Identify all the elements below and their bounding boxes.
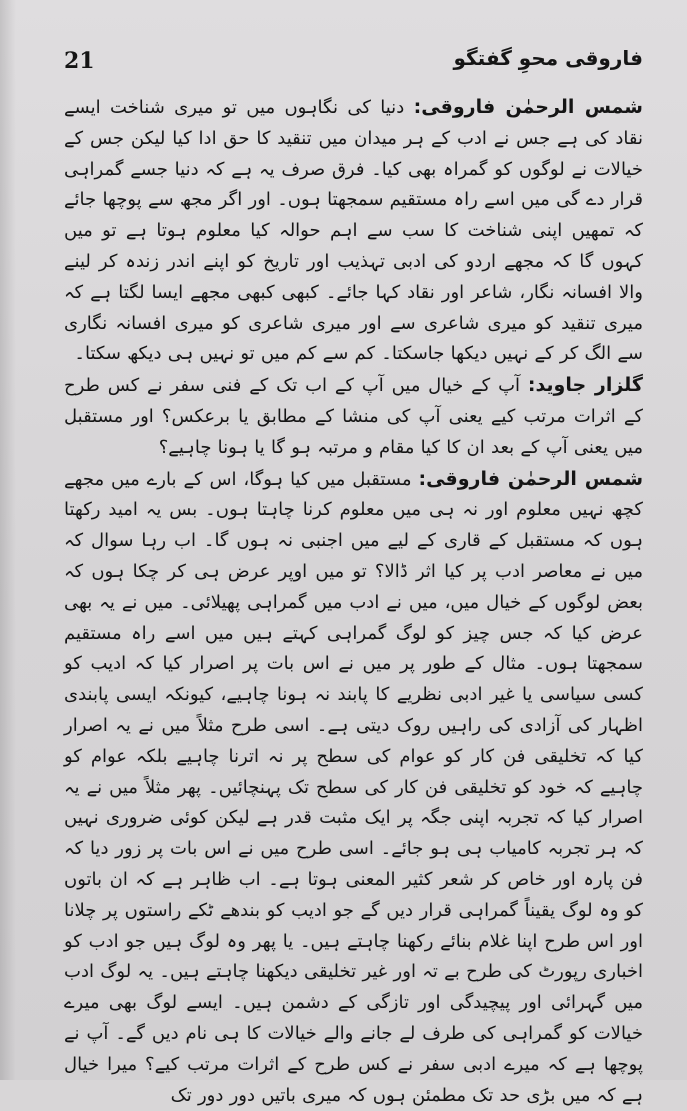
interview-paragraph: [64, 370, 643, 463]
speaker-name: گلزار جاوید:: [527, 374, 643, 397]
speaker-name: شمس الرحمٰن فاروقی:: [413, 96, 643, 118]
paragraph-text: مستقبل میں کیا ہوگا، اس کے بارے میں مجھے کچھ نہیں معلوم اور نہ ہی میں معلوم کرنا چاہتا ہوں۔ بس یہ امید رکھتا ہوں کہ مستقبل کے قاری کے لیے میں اجنبی نہ ہوں گا۔ اب رہا سوال کہ میں نے معاصر ادب پر کیا اثر ڈالا؟ تو میں اوپر عرض ہی کر چکا ہوں کہ بعض لوگوں کے خیال میں، میں نے ادب میں گمراہی پھیلائی۔ میں نے یہ بھی عرض کیا کہ جس چیز کو لوگ گمراہی کہتے ہیں میں اسے راہ مستقیم سمجھتا ہوں۔ مثال کے طور پر میں نے اس بات پر اصرار کیا کہ ادیب کو کسی سیاسی یا غیر ادبی نظریے کا پابند نہ ہونا چاہیے، کیونکہ ایسی پابندی اظہار کی آزادی کی راہیں روک دیتی ہے۔ اسی طرح مثلاً میں نے یہ اصرار کیا کہ تخلیقی فن کار کو عوام کی سطح پر نہ اترنا چاہیے بلکہ عوام کو چاہیے کہ خود کو تخلیقی فن کار کی سطح تک پہنچائیں۔ پھر مثلاً میں نے یہ اصرار کیا کہ تجربہ اپنی جگہ پر ایک مثبت قدر ہے لیکن کوئی ضروری نہیں کہ ہر تجربہ کامیاب ہی ہو جائے۔ اسی طرح میں نے اس بات پر زور دیا کہ فن پارہ اور خاص کر شعر کثیر المعنی ہوتا ہے۔ اب ظاہر ہے کہ ان باتوں کو وہ لوگ یقیناً گمراہی قرار دیں گے جو ادیب کو بندھے ٹکے راستوں پر چلانا اور اس طرح اپنا غلام بنائے رکھنا چاہتے ہیں۔ یا پھر وہ لوگ ہیں جو ادب کو اخباری رپورٹ کی طرح بے تہ اور غیر تخلیقی دیکھنا چاہتے ہیں۔ یہ لوگ ادب میں گہرائی اور پیچیدگی اور تازگی کے دشمن ہیں۔ ایسے لوگ بھی میرے خیالات کو گمراہی کی طرف لے جانے والے خیالات کا ہی نام دیں گے۔ آپ نے پوچھا ہے کہ میرے ادبی سفر نے کس طرح کے اثرات مرتب کیے؟ میرا خیال ہے کہ میں بڑی حد تک مطمئن ہوں کہ میری باتیں دور دور تک: [64, 468, 643, 1106]
interview-paragraph: [64, 464, 643, 1111]
page-header: [64, 44, 643, 86]
speaker-name: شمس الرحمٰن فاروقی:: [418, 467, 643, 490]
paragraph-text: دنیا کی نگاہوں میں تو میری شناخت ایسے نقاد کی ہے جس نے ادب کے ہر میدان میں تنقید کا حق ادا کیا لیکن جس کے خیالات نے لوگوں کو گمراہ بھی کیا۔ فرق صرف یہ ہے کہ دنیا جسے گمراہی قرار دے گی میں اسے راہ مستقیم سمجھتا ہوں۔ اور اگر مجھ سے پوچھا جائے کہ تمھیں اپنی شناخت کا سب سے اہم حوالہ کیا معلوم ہوتا ہے تو میں کہوں گا کہ مجھے اردو کی ادبی تہذیب اور تاریخ کو اپنے اندر زندہ کر لینے والا افسانہ نگار، شاعر اور نقاد کہا جائے۔ کبھی کبھی مجھے ایسا لگتا ہے کہ میری تنقید کو میری شاعری سے اور میری شاعری کو میری افسانہ نگاری سے الگ کر کے نہیں دیکھا جاسکتا۔ کم سے کم میں تو نہیں ہی دیکھ سکتا۔: [64, 97, 643, 365]
interview-paragraph: [64, 92, 643, 370]
paragraph-text: آپ کے خیال میں آپ کے اب تک کے فنی سفر نے کس طرح کے اثرات مرتب کیے یعنی آپ کی منشا کے مطابق یا برعکس؟ اور مستقبل میں یعنی آپ کے بعد ان کا کیا مقام و مرتبہ ہو گا یا ہونا چاہیے؟: [64, 375, 643, 458]
page-number: 21: [64, 48, 95, 74]
running-title: فاروقی محوِ گفتگو: [453, 46, 643, 70]
page-body: [64, 92, 643, 1111]
